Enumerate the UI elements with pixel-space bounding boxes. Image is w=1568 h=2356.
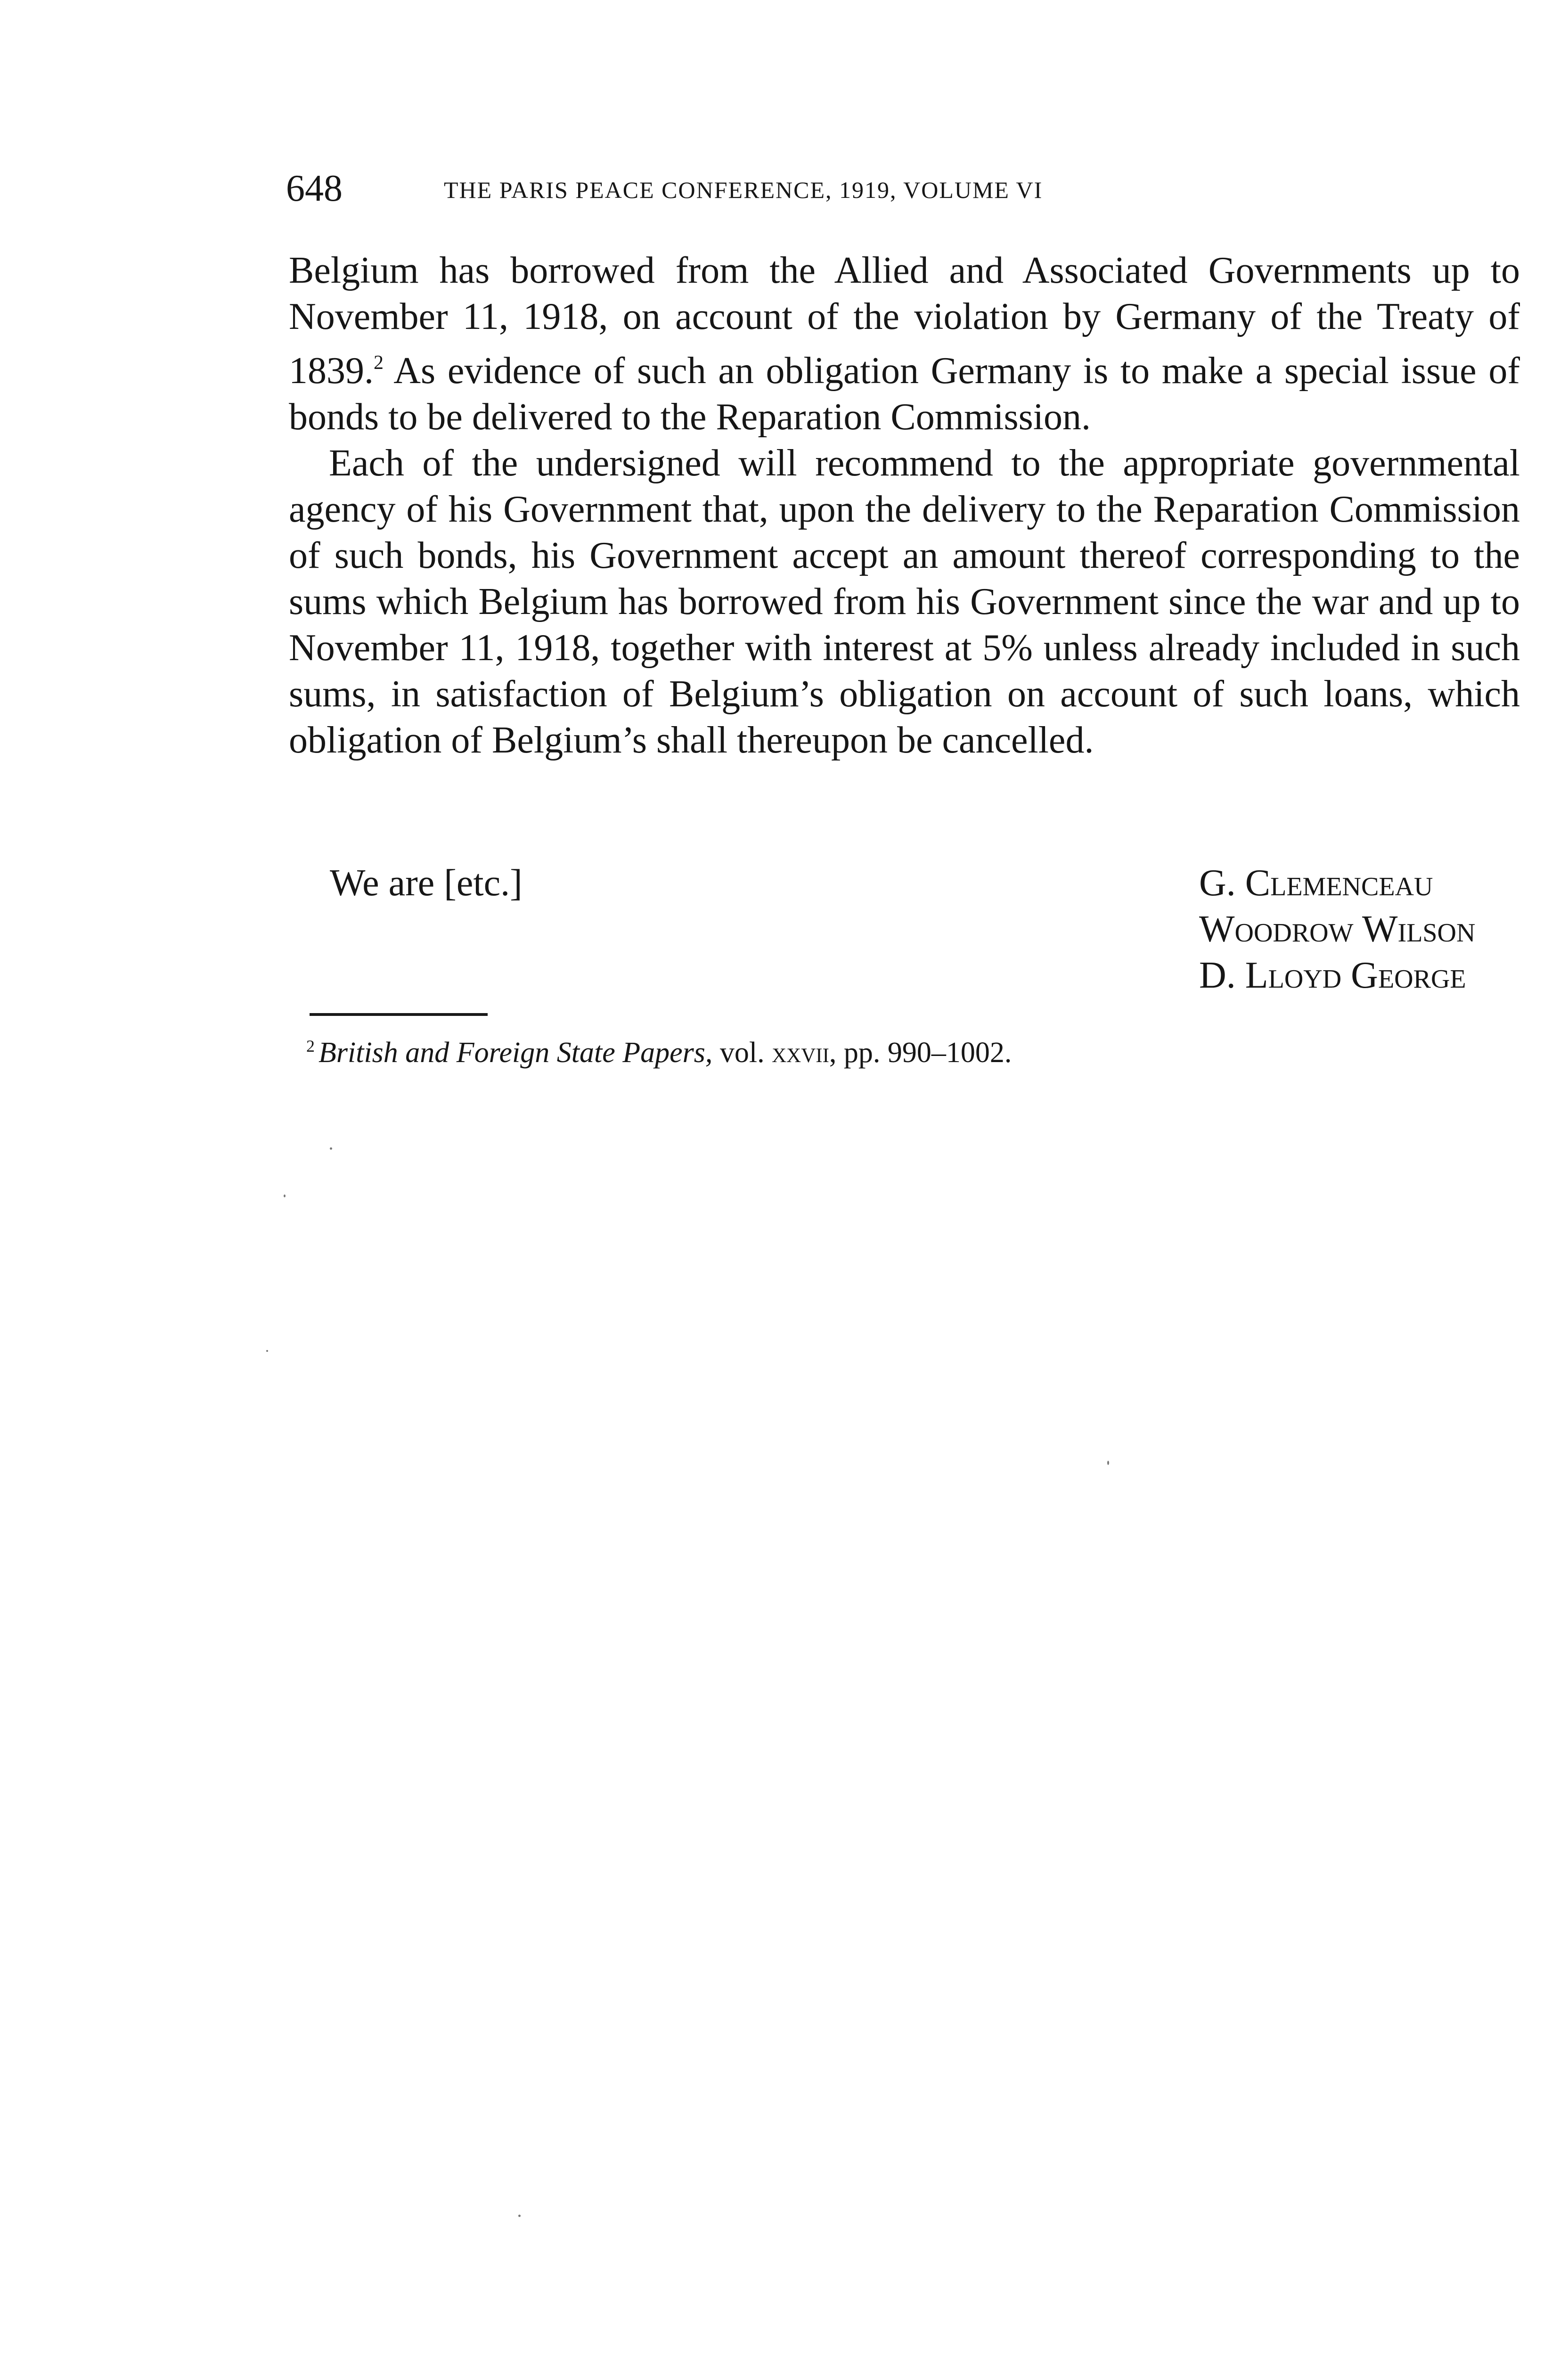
scan-speck (330, 1147, 332, 1150)
paragraph-1-part-1: Belgium has borrowed from the Allied and Associated Governments up to November 11, 1918, on account of the violation by Germany of the Treaty of 1839. (289, 250, 1520, 392)
signature-block (1199, 860, 1529, 998)
signature-wilson: Woodrow Wilson (1199, 908, 1476, 950)
footnote (306, 1027, 1437, 1072)
footnote-reference: 2 (374, 352, 384, 374)
scan-speck (518, 2215, 521, 2217)
scan-speck (266, 1350, 268, 1352)
running-title: THE PARIS PEACE CONFERENCE, 1919, VOLUME VI (444, 177, 1043, 203)
footnote-rule (310, 1013, 488, 1016)
signature-lloyd-george: D. Lloyd George (1199, 955, 1466, 996)
scan-speck (1107, 1461, 1109, 1465)
paragraph-1-part-2: As evidence of such an obligation Germany is to make a special issue of bonds to be delivered to the Reparation Commission. (289, 350, 1520, 438)
page-header (286, 167, 1511, 210)
footnote-volume-number: xxvii (772, 1037, 829, 1069)
footnote-source-title: British and Foreign State Papers, (318, 1037, 713, 1069)
signature-clemenceau: G. Clemenceau (1199, 862, 1433, 904)
footnote-pages: , pp. 990–1002. (829, 1037, 1012, 1069)
footnote-volume-label: vol. (712, 1037, 772, 1069)
closing-formula: We are [etc.] (330, 862, 523, 904)
letter-body (289, 247, 1520, 763)
paragraph-recommendation: Each of the undersigned will recommend to the appropriate governmental agency of his Government that, upon the delivery to the Reparation Commission of such bonds, his Government accept an amount thereof corresponding to the sums which Belgium has borrowed from his Government since the war and up to November 11, 1918, together with interest at 5% unless already included in such sums, in satisfaction of Belgium’s obligation on account of such loans, which obligation of Belgium’s shall thereupon be cancelled. (289, 442, 1520, 761)
page-number: 648 (286, 168, 343, 209)
paragraph-borrowing (289, 247, 1520, 440)
scan-speck (284, 1194, 286, 1197)
footnote-marker: 2 (306, 1037, 315, 1055)
